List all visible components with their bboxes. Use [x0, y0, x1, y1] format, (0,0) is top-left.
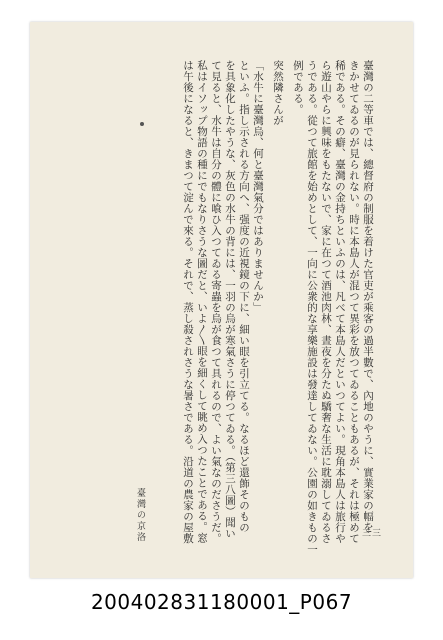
text-line: ら遊山やらに興味をもたないで、家に在つて酒池肉林、晝夜を分たぬ驕奢な生活に耽溺してゐるさ [320, 60, 332, 544]
text-line: といふ。指し示される方向へ、强度の近視鏡の下に、細い眼を引立てる。なるほど還飾そのもの [238, 60, 250, 533]
page-number: 三三 [362, 529, 383, 539]
text-line: 突然隣さんが [272, 60, 284, 126]
text-line: 稀である。その癖、臺灣の金持ちといふのは、凡べて本島人だといつてよい。現角本島人は旅行や [334, 60, 346, 544]
text-line: うである。從つて旅館を始めとして、一向に公衆的な享樂施設は發達してゐない。公園の如きもの一 [306, 60, 318, 555]
text-line: を具象化したやうな、灰色の水牛の背には、一羽の烏が寒氣さうに停つてゐる。（第三八圖）聞い [224, 60, 236, 539]
paragraph-gap [285, 60, 291, 486]
ink-dot [140, 122, 144, 126]
book-page [30, 22, 413, 578]
text-line: 「水牛に臺灣烏、何と臺灣氣分ではありませんか」 [252, 60, 264, 313]
catalog-id: 200402831180001_P067 [90, 590, 353, 614]
text-line: 臺灣の二等車では、總督府の制服を着けた官吏が乘客の過半數で、內地のやうに、實業家の幅を [362, 60, 374, 533]
text-line: は午後になると、きまつて淀んで來る。それで、蒸し殺されさうな暑さである。沿道の農家の屋敷 [182, 60, 194, 544]
running-header-title: 臺灣の京洛 [135, 488, 145, 543]
text-line: きかせてゐるのが見られない。時に本島人が混つて異彩を放つてゐることもあるが、それは極めて [348, 60, 360, 544]
text-line: 私はイソップ物語の種にでもなりさうな圖だと、いよ〳〵眼を細くして眺め入つたことである。窓 [196, 60, 208, 544]
text-line: 例である。 [292, 60, 304, 115]
text-line: て見ると、水牛は自分の體に喰ひ入つてゐる寄蟲を烏が食つて具れるので、よい氣なのださうだ。 [210, 60, 222, 544]
